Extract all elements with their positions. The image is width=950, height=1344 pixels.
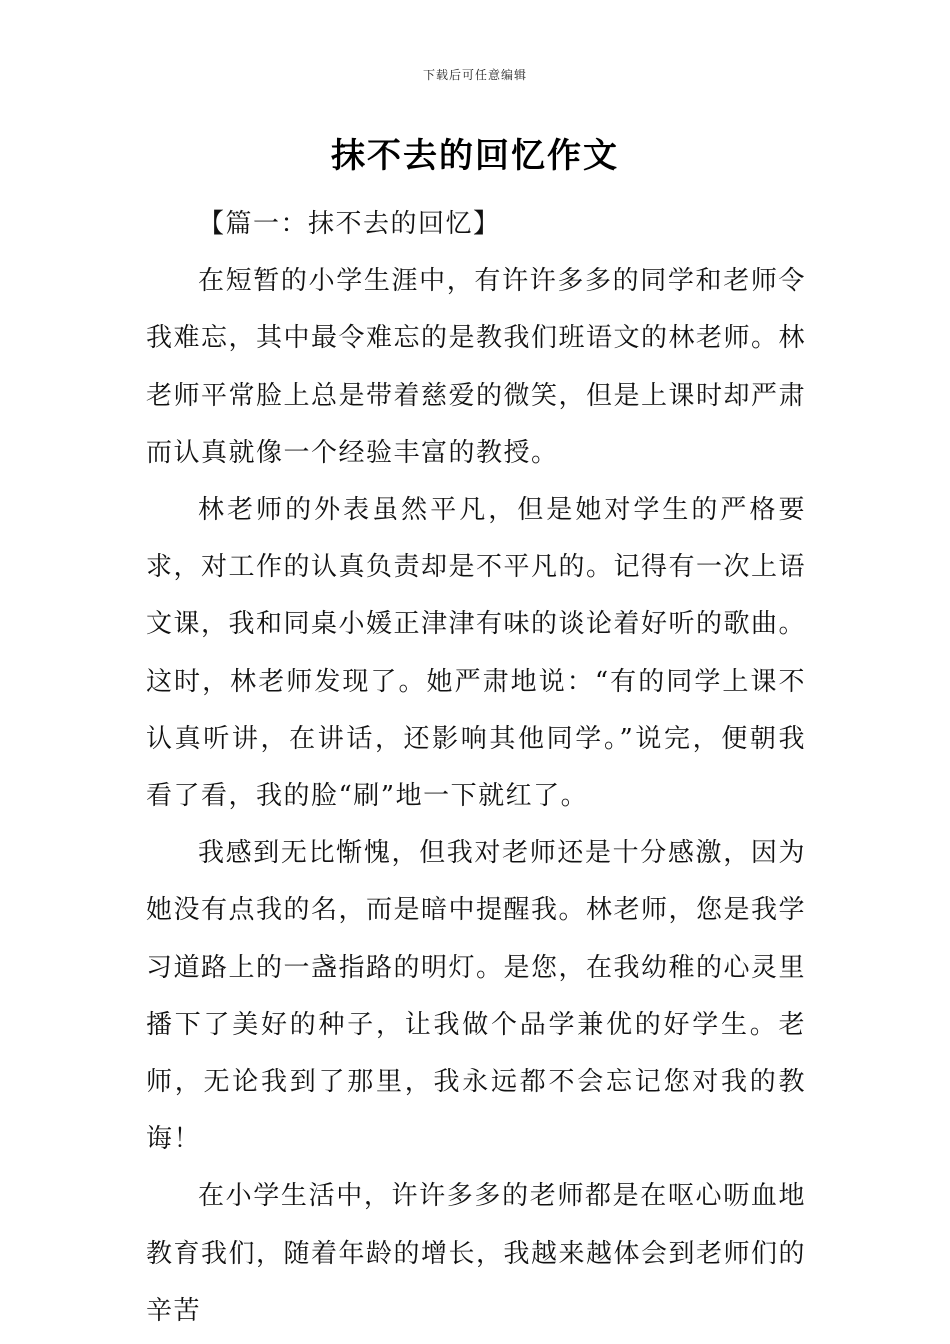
section-heading: 【篇一：抹不去的回忆】 xyxy=(198,209,501,239)
paragraph-3: 我感到无比惭愧，但我对老师还是十分感激，因为她没有点我的名，而是暗中提醒我。林老师，您是我学习道路上的一盏指路的明灯。是您，在我幼稚的心灵里播下了美好的种子，让我做个品学兼优的好学生。老师，无论我到了那里，我永远都不会忘记您对我的教诲！ xyxy=(146,838,807,1155)
article-body xyxy=(146,196,806,1340)
page-title: 抹不去的回忆作文 xyxy=(331,136,619,176)
header-note: 下载后可任意编辑 xyxy=(422,68,527,82)
paragraph-2: 林老师的外表虽然平凡，但是她对学生的严格要求，对工作的认真负责却是不平凡的。记得有一次上语文课，我和同桌小媛正津津有味的谈论着好听的歌曲。这时，林老师发现了。她严肃地说：“有的同学上课不认真听讲，在讲话，还影响其他同学。”说完，便朝我看了看，我的脸“刷”地一下就红了。 xyxy=(146,495,807,812)
paragraph-1: 在短暂的小学生涯中，有许许多多的同学和老师令我难忘，其中最令难忘的是教我们班语文的林老师。林老师平常脸上总是带着慈爱的微笑，但是上课时却严肃而认真就像一个经验丰富的教授。 xyxy=(146,266,807,468)
paragraph-4: 在小学生活中，许许多多的老师都是在呕心呖血地教育我们，随着年龄的增长，我越来越体会到老师们的辛苦 xyxy=(146,1181,807,1326)
